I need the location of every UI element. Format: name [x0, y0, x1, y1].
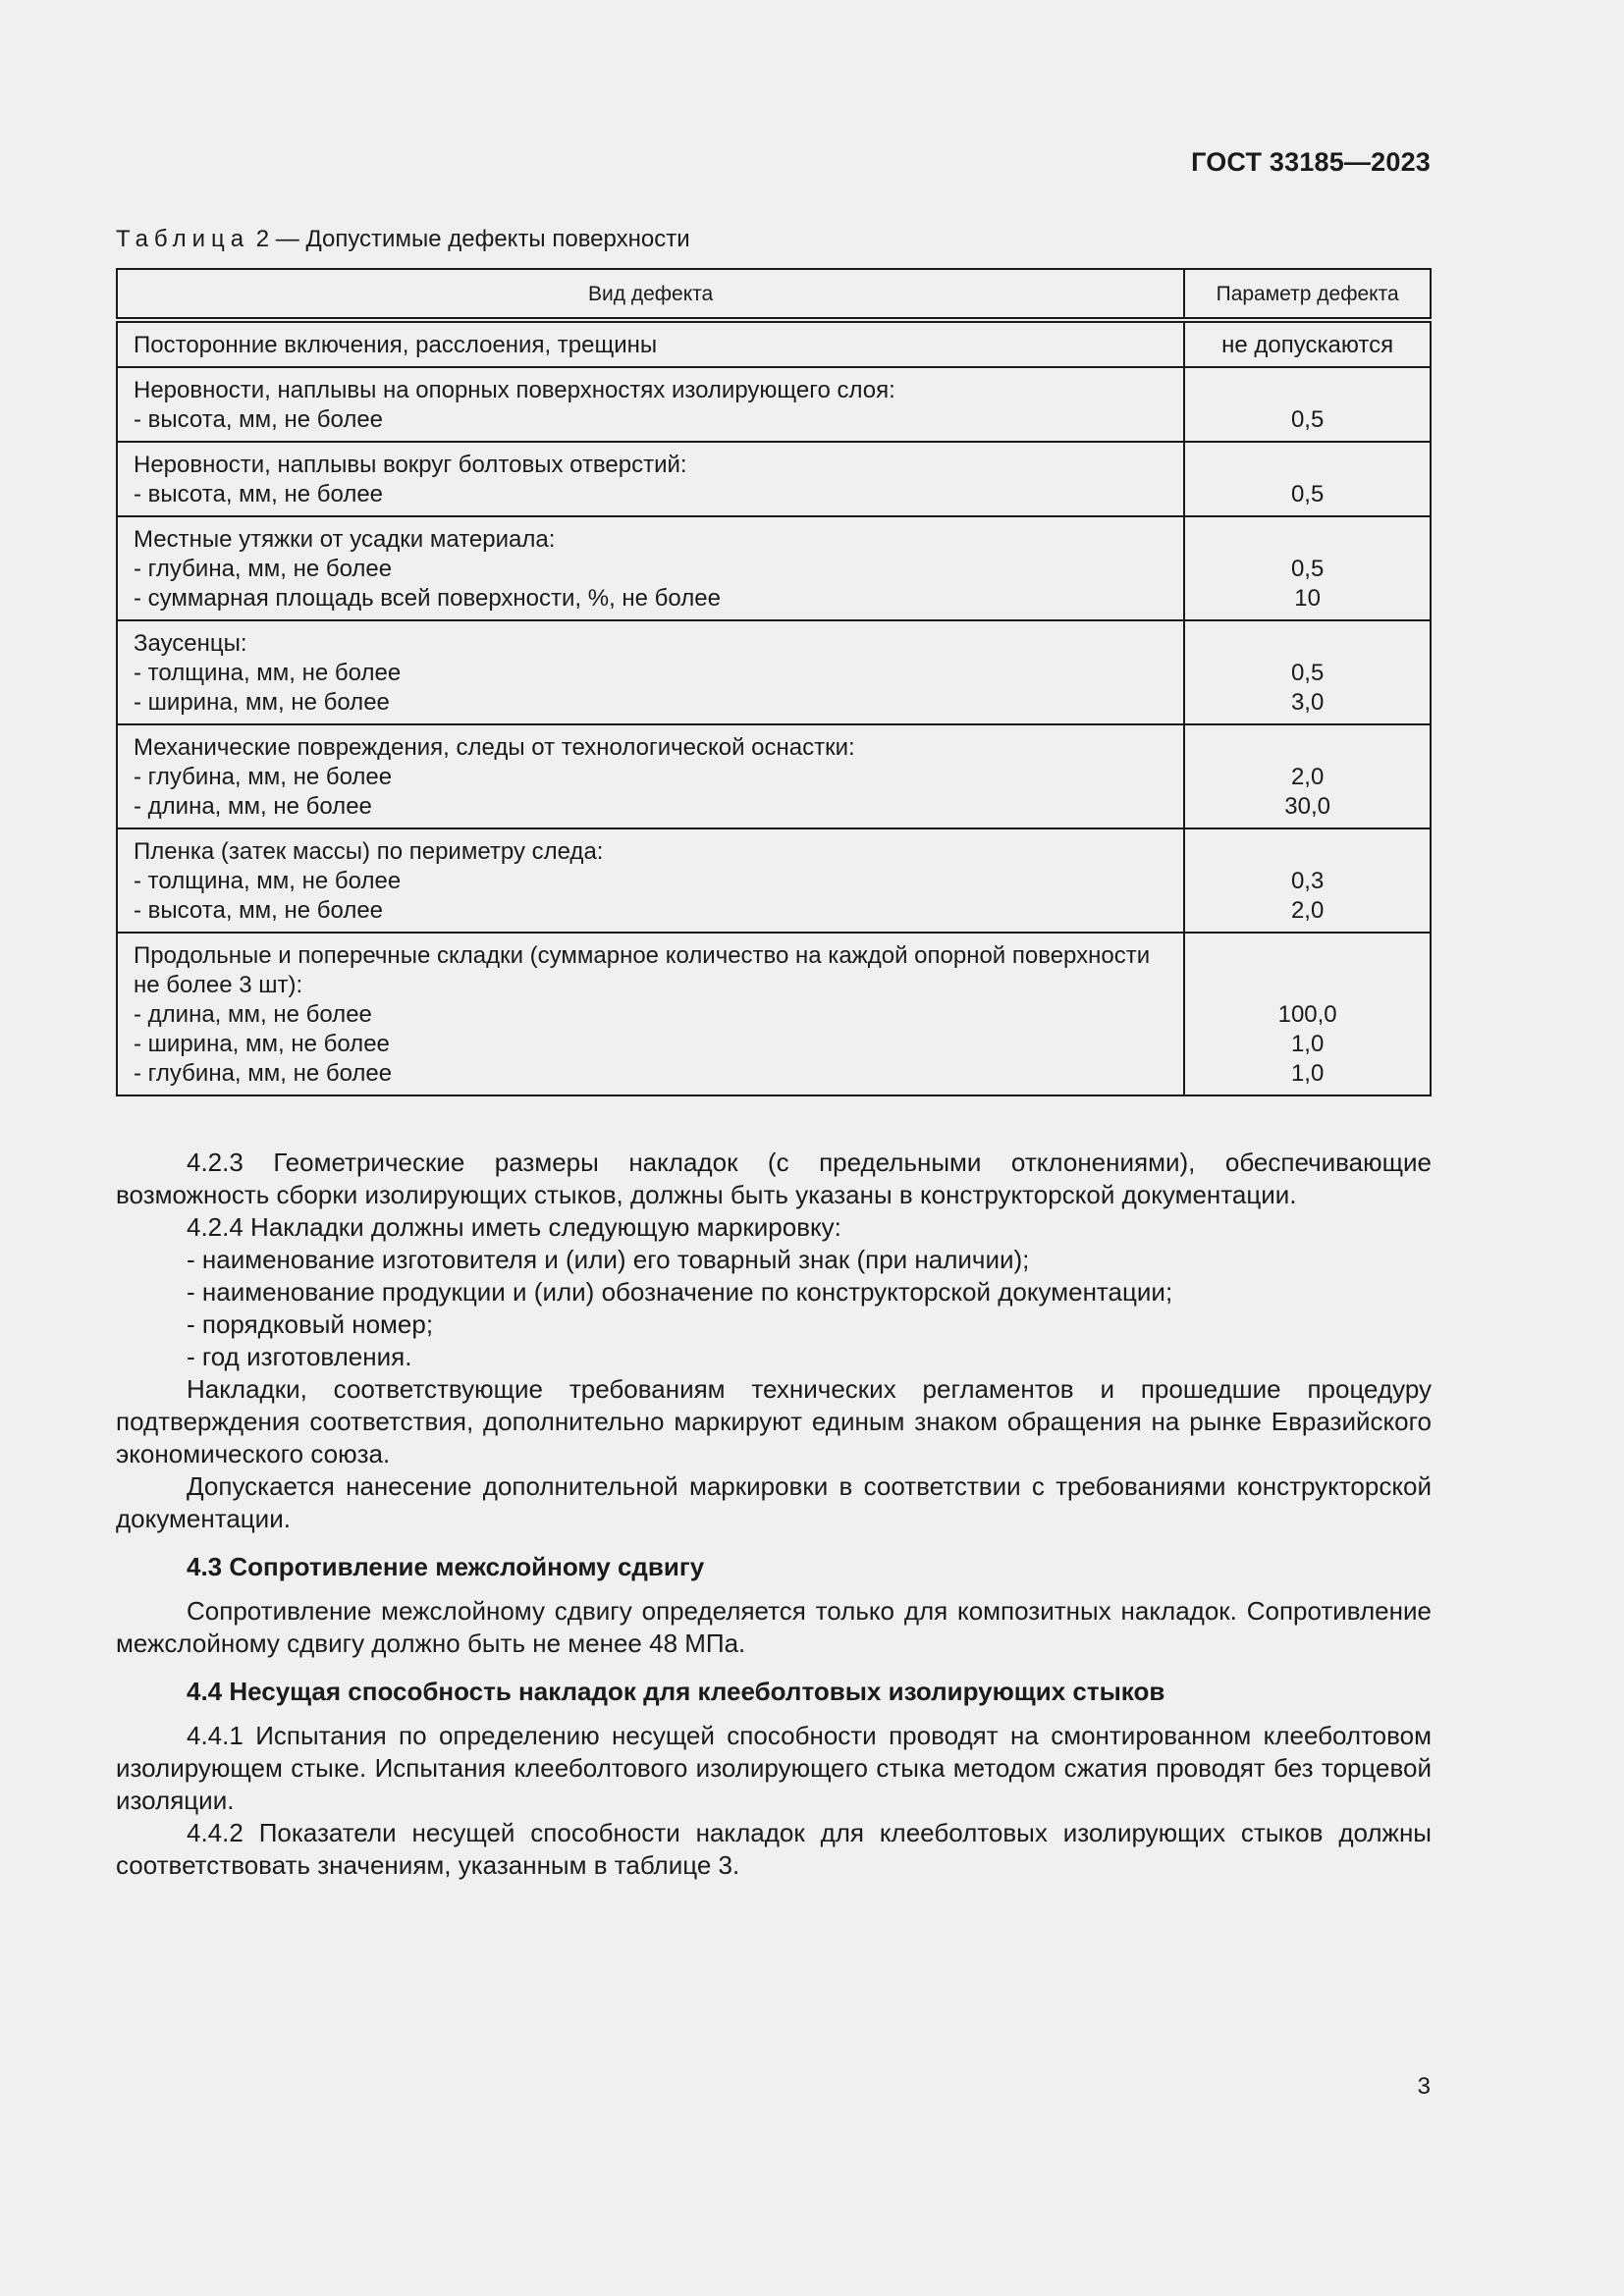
defect-param-cell [1184, 442, 1431, 516]
defect-param-cell [1184, 620, 1431, 724]
param-value: 100,0 [1277, 1001, 1337, 1028]
defect-line: Посторонние включения, расслоения, трещины [134, 332, 658, 358]
defect-line: Неровности, наплывы вокруг болтовых отверстий: [134, 452, 687, 478]
param-value: не допускаются [1221, 332, 1394, 358]
param-value: 3,0 [1290, 689, 1325, 716]
table-body [117, 320, 1431, 1095]
defect-param-cell [1184, 933, 1431, 1095]
defect-param-cell [1184, 367, 1431, 442]
param-value: 2,0 [1290, 897, 1325, 924]
col-header-defect-param: Параметр дефекта [1184, 269, 1431, 320]
clause-4-2-3: 4.2.3 Геометрические размеры накладок (с предельными отклонениями), обеспечивающие возможность сборки изолирующих стыков, должны быть указаны в конструкторской документации. [116, 1148, 1432, 1209]
heading-4-4: 4.4 Несущая способность накладок для клееболтовых изолирующих стыков [187, 1677, 1165, 1706]
table-caption-text: 2 — Допустимые дефекты поверхности [249, 226, 690, 252]
table-row [117, 828, 1431, 933]
defect-line: Местные утяжки от усадки материала: [134, 526, 556, 553]
defect-param-cell [1184, 724, 1431, 828]
defect-type-cell [117, 442, 1184, 516]
table-row [117, 320, 1431, 367]
defect-type-cell [117, 320, 1184, 367]
table-caption-word: Таблица [116, 226, 250, 252]
defect-line: - длина, мм, не более [134, 1001, 372, 1028]
paragraph-eac-marking: Накладки, соответствующие требованиям технических регламентов и прошедшие процедуру подтверждения соответствия, дополнительно маркируют единым знаком обращения на рынке Евразийского экономического союза. [116, 1374, 1432, 1468]
param-value: 1,0 [1290, 1031, 1325, 1057]
defect-line: Заусенцы: [134, 630, 247, 657]
defect-type-cell [117, 367, 1184, 442]
defect-type-cell [117, 620, 1184, 724]
list-item: - наименование изготовителя и (или) его товарный знак (при наличии); [187, 1245, 1030, 1274]
clause-4-4-2: 4.4.2 Показатели несущей способности накладок для клееболтовых изолирующих стыков должны соответствовать значениям, указанным в таблице 3. [116, 1818, 1432, 1880]
param-value: 1,0 [1290, 1060, 1325, 1087]
table-row [117, 620, 1431, 724]
clause-4-3: Сопротивление межслойному сдвигу определяется только для композитных накладок. Сопротивление межслойному сдвигу должно быть не менее 48 МПа. [116, 1596, 1432, 1658]
param-value: 2,0 [1290, 764, 1325, 790]
page-number: 3 [1417, 2073, 1431, 2100]
paragraph-extra-marking: Допускается нанесение дополнительной маркировки в соответствии с требованиями конструкторской документации. [116, 1471, 1432, 1533]
param-value: 0,5 [1290, 406, 1325, 433]
defect-line: - высота, мм, не более [134, 897, 384, 924]
table-row [117, 724, 1431, 828]
param-value: 0,3 [1290, 868, 1325, 894]
param-value: 10 [1294, 585, 1321, 612]
param-value: 0,5 [1290, 481, 1325, 507]
param-value: 0,5 [1290, 660, 1325, 686]
table-caption [116, 226, 690, 253]
col-header-defect-type: Вид дефекта [117, 269, 1184, 320]
list-item: - порядковый номер; [187, 1309, 434, 1339]
table-row [117, 933, 1431, 1095]
defect-line: - толщина, мм, не более [134, 660, 402, 686]
table-row [117, 367, 1431, 442]
defect-line: - высота, мм, не более [134, 406, 384, 433]
document-id: ГОСТ 33185—2023 [1191, 147, 1431, 177]
defect-line: - ширина, мм, не более [134, 689, 390, 716]
defect-line: - ширина, мм, не более [134, 1031, 390, 1057]
table-header-row [117, 269, 1431, 320]
defect-line: - толщина, мм, не более [134, 868, 402, 894]
list-item: - год изготовления. [187, 1342, 412, 1371]
defect-line: Неровности, наплывы на опорных поверхностях изолирующего слоя: [134, 377, 895, 403]
list-item: - наименование продукции и (или) обозначение по конструкторской документации; [187, 1277, 1173, 1307]
param-value: 0,5 [1290, 556, 1325, 582]
defect-line: - глубина, мм, не более [134, 764, 393, 790]
defect-param-cell [1184, 828, 1431, 933]
defect-param-cell [1184, 516, 1431, 620]
defect-line: - суммарная площадь всей поверхности, %, не более [134, 585, 721, 612]
table-row [117, 516, 1431, 620]
defect-line: - длина, мм, не более [134, 793, 372, 820]
defect-line: Продольные и поперечные складки (суммарное количество на каждой опорной поверхности не более 3 шт): [134, 942, 1151, 998]
defect-line: Механические повреждения, следы от технологической оснастки: [134, 734, 855, 761]
defect-type-cell [117, 724, 1184, 828]
table-row [117, 442, 1431, 516]
defect-param-cell [1184, 320, 1431, 367]
defect-type-cell [117, 933, 1184, 1095]
defects-table [116, 268, 1432, 1096]
defect-type-cell [117, 516, 1184, 620]
heading-4-3: 4.3 Сопротивление межслойному сдвигу [187, 1552, 705, 1581]
clause-4-4-1: 4.4.1 Испытания по определению несущей способности проводят на смонтированном клееболтовом изолирующем стыке. Испытания клееболтового изолирующего стыка методом сжатия проводят без торцевой изоляции. [116, 1721, 1432, 1815]
defect-line: Пленка (затек массы) по периметру следа: [134, 838, 604, 865]
clause-4-2-4: 4.2.4 Накладки должны иметь следующую маркировку: [187, 1212, 841, 1242]
param-value: 30,0 [1284, 793, 1330, 820]
defect-type-cell [117, 828, 1184, 933]
defect-line: - глубина, мм, не более [134, 556, 393, 582]
body-text [116, 1147, 1432, 1882]
defect-line: - глубина, мм, не более [134, 1060, 393, 1087]
defect-line: - высота, мм, не более [134, 481, 384, 507]
